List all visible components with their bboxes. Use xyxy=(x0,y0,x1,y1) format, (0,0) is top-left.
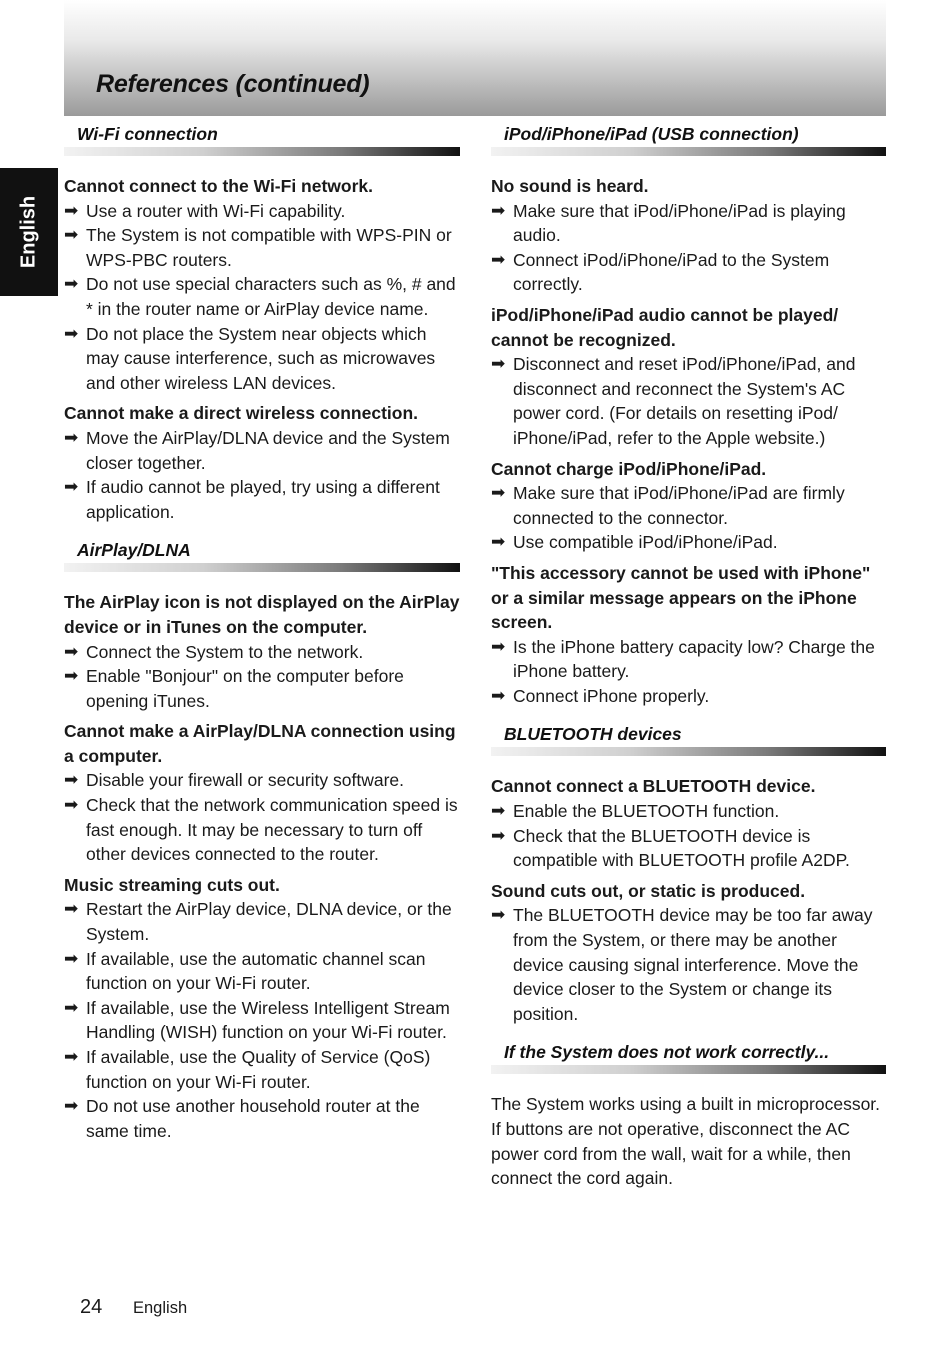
section-spacer xyxy=(64,530,460,540)
solution-text: Connect iPod/iPhone/iPad to the System correctly. xyxy=(513,249,830,295)
section-underline-bar xyxy=(491,1065,886,1074)
solution-item xyxy=(64,223,460,272)
solution-item xyxy=(64,996,460,1045)
solution-item xyxy=(491,352,886,450)
arrow-right-icon: ➡ xyxy=(64,427,79,447)
issue-block xyxy=(64,174,460,395)
issue-title: Music streaming cuts out. xyxy=(64,874,280,895)
solution-text: If available, use the Quality of Service (QoS) function on your Wi-Fi router. xyxy=(86,1047,431,1092)
right-column xyxy=(491,124,886,1191)
left-column xyxy=(64,124,460,1149)
solution-item xyxy=(64,640,460,665)
issue-block xyxy=(64,873,460,1144)
solution-text: Connect the System to the network. xyxy=(86,641,364,662)
solution-item xyxy=(491,684,886,709)
section-underline-bar xyxy=(491,747,886,756)
issue-block xyxy=(64,401,460,524)
section-spacer xyxy=(491,714,886,724)
arrow-right-icon: ➡ xyxy=(64,477,79,497)
arrow-right-icon: ➡ xyxy=(64,948,79,968)
section-underline-bar xyxy=(64,563,460,572)
solution-item xyxy=(64,1045,460,1094)
section-paragraph: The System works using a built in microprocessor. If buttons are not operative, disconnect the AC power cord from the wall, wait for a while, then connect the cord again. xyxy=(491,1094,881,1189)
solution-text: Is the iPhone battery capacity low? Charge the iPhone battery. xyxy=(513,636,875,682)
issue-title: Cannot connect to the Wi-Fi network. xyxy=(64,176,374,196)
solution-text: Disconnect and reset iPod/iPhone/iPad, and disconnect and reconnect the System's AC power cord. (For details on resetting iPod/ iPhone/iPad, refer to the Apple website.) xyxy=(513,354,856,448)
solution-text: Check that the BLUETOOTH device is compatible with BLUETOOTH profile A2DP. xyxy=(513,825,850,871)
arrow-right-icon: ➡ xyxy=(491,354,506,374)
solution-text: Enable "Bonjour" on the computer before opening iTunes. xyxy=(86,666,404,711)
arrow-right-icon: ➡ xyxy=(491,200,506,220)
arrow-right-icon: ➡ xyxy=(64,997,79,1017)
issue-block xyxy=(491,561,886,709)
solution-item xyxy=(64,768,460,793)
section-title: BLUETOOTH devices xyxy=(504,724,682,745)
issue-title: Cannot make a AirPlay/DLNA connection using a computer. xyxy=(64,721,456,766)
section-title: AirPlay/DLNA xyxy=(77,540,191,561)
solution-item xyxy=(64,793,460,867)
arrow-right-icon: ➡ xyxy=(491,483,506,503)
section-header xyxy=(491,124,886,156)
footer-language: English xyxy=(133,1299,188,1317)
issue-title: iPod/iPhone/iPad audio cannot be played/ cannot be recognized. xyxy=(491,304,839,350)
section-header xyxy=(491,1042,886,1074)
solution-text: Use a router with Wi-Fi capability. xyxy=(86,200,346,221)
section-underline-bar xyxy=(64,147,460,156)
issue-block xyxy=(491,174,886,297)
issue-block xyxy=(491,303,886,451)
section-header xyxy=(64,540,460,572)
solution-text: Restart the AirPlay device, DLNA device, or the System. xyxy=(86,899,452,945)
section-title: Wi-Fi connection xyxy=(77,124,218,144)
solution-text: Connect iPhone properly. xyxy=(513,685,710,706)
solution-text: Do not use another household router at the same time. xyxy=(86,1096,420,1141)
solution-item xyxy=(64,1094,460,1143)
arrow-right-icon: ➡ xyxy=(64,200,79,220)
solution-item xyxy=(64,664,460,713)
solution-item xyxy=(64,947,460,996)
solution-text: If available, use the Wireless Intelligent Stream Handling (WISH) function on your Wi-Fi router. xyxy=(86,997,450,1043)
solution-item xyxy=(64,322,460,396)
solution-text: The BLUETOOTH device may be too far away from the System, or there may be another device causing signal interference. Move the device closer to the System or change its position. xyxy=(513,905,873,1024)
page-number: 24 xyxy=(80,1296,103,1318)
issue-title: "This accessory cannot be used with iPhone" or a similar message appears on the iPhone screen. xyxy=(491,562,871,633)
issue-title: Cannot make a direct wireless connection. xyxy=(64,403,418,424)
page-title: References (continued) xyxy=(96,70,370,98)
issue-block xyxy=(491,879,886,1027)
arrow-right-icon: ➡ xyxy=(64,274,79,294)
solution-item xyxy=(491,635,886,684)
issue-block xyxy=(491,774,886,872)
solution-text: If available, use the automatic channel scan function on your Wi-Fi router. xyxy=(86,948,426,994)
arrow-right-icon: ➡ xyxy=(64,641,79,661)
section-underline-bar xyxy=(491,147,886,156)
issue-block xyxy=(64,590,460,713)
section-header xyxy=(491,724,886,756)
issue-block xyxy=(64,719,460,867)
arrow-right-icon: ➡ xyxy=(64,323,79,343)
arrow-right-icon: ➡ xyxy=(491,685,506,705)
arrow-right-icon: ➡ xyxy=(64,795,79,815)
arrow-right-icon: ➡ xyxy=(64,1096,79,1116)
solution-item xyxy=(491,199,886,248)
solution-text: If audio cannot be played, try using a different application. xyxy=(86,477,440,522)
arrow-right-icon: ➡ xyxy=(491,636,506,656)
solution-text: The System is not compatible with WPS-PIN or WPS-PBC routers. xyxy=(86,225,452,270)
solution-item xyxy=(64,199,460,224)
solution-item xyxy=(64,475,460,524)
issue-title: The AirPlay icon is not displayed on the AirPlay device or in iTunes on the computer. xyxy=(64,592,460,637)
arrow-right-icon: ➡ xyxy=(491,249,506,269)
arrow-right-icon: ➡ xyxy=(64,666,79,686)
arrow-right-icon: ➡ xyxy=(491,905,506,925)
solution-text: Disable your firewall or security software. xyxy=(86,770,405,791)
solution-item xyxy=(491,903,886,1026)
section-header xyxy=(64,124,460,156)
arrow-right-icon: ➡ xyxy=(491,825,506,845)
solution-text: Do not place the System near objects which may cause interference, such as microwaves and other wireless LAN devices. xyxy=(86,323,436,393)
solution-item xyxy=(491,799,886,824)
solution-text: Use compatible iPod/iPhone/iPad. xyxy=(513,532,778,553)
arrow-right-icon: ➡ xyxy=(491,532,506,552)
solution-item xyxy=(491,248,886,297)
solution-item xyxy=(64,272,460,321)
solution-item xyxy=(491,530,886,555)
solution-text: Make sure that iPod/iPhone/iPad is playing audio. xyxy=(513,200,846,246)
arrow-right-icon: ➡ xyxy=(491,801,506,821)
solution-text: Check that the network communication speed is fast enough. It may be necessary to turn off other devices connected to the router. xyxy=(86,795,458,865)
solution-item xyxy=(64,897,460,946)
arrow-right-icon: ➡ xyxy=(64,225,79,245)
arrow-right-icon: ➡ xyxy=(64,770,79,790)
issue-title: Sound cuts out, or static is produced. xyxy=(491,880,806,901)
solution-item xyxy=(491,824,886,873)
issue-title: Cannot connect a BLUETOOTH device. xyxy=(491,776,816,797)
issue-block xyxy=(491,457,886,555)
issue-title: Cannot charge iPod/iPhone/iPad. xyxy=(491,458,767,479)
solution-item xyxy=(64,426,460,475)
solution-text: Do not use special characters such as %, # and * in the router name or AirPlay device name. xyxy=(86,274,456,319)
arrow-right-icon: ➡ xyxy=(64,1047,79,1066)
arrow-right-icon: ➡ xyxy=(64,899,79,919)
solution-text: Enable the BLUETOOTH function. xyxy=(513,801,780,822)
language-side-tab-label: English xyxy=(17,195,40,269)
solution-text: Move the AirPlay/DLNA device and the System closer together. xyxy=(86,427,450,473)
section-spacer xyxy=(491,1032,886,1042)
section-title: If the System does not work correctly... xyxy=(504,1042,830,1063)
solution-item xyxy=(491,481,886,530)
section-title: iPod/iPhone/iPad (USB connection) xyxy=(504,124,799,144)
solution-text: Make sure that iPod/iPhone/iPad are firmly connected to the connector. xyxy=(513,483,845,528)
issue-title: No sound is heard. xyxy=(491,176,649,196)
